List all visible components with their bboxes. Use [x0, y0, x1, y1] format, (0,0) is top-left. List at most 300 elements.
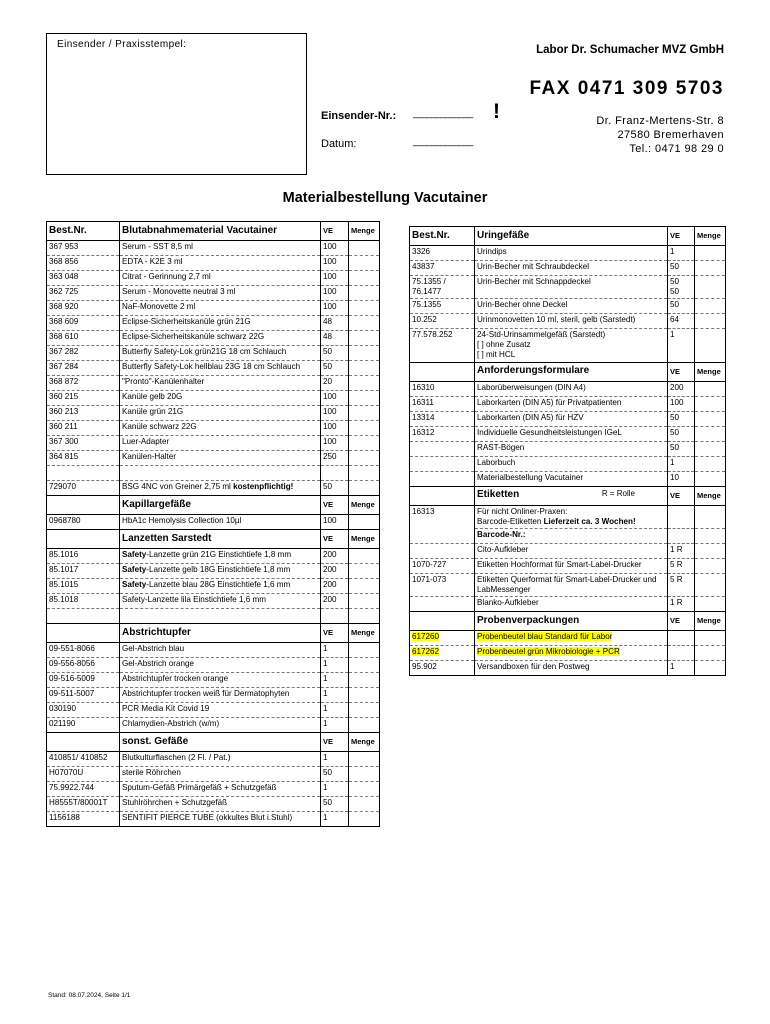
section-header [47, 624, 380, 643]
item-menge-field[interactable] [695, 471, 726, 486]
item-menge-field[interactable] [349, 673, 380, 688]
item-name: Stuhlröhrchen + Schutzgefäß [120, 797, 321, 812]
item-name: BSG 4NC von Greiner 2,75 ml kostenpflichtig! [120, 481, 321, 496]
item-name: Laborkarten (DIN A5) für HZV [475, 411, 668, 426]
item-menge-field[interactable] [349, 688, 380, 703]
item-ve: 1 [668, 660, 695, 675]
item-ve: 100 [321, 391, 349, 406]
item-menge-field[interactable] [695, 411, 726, 426]
table-row [47, 549, 380, 564]
item-name: Safety-Lanzette gelb 18G Einstichtiefe 1,8 mm [120, 564, 321, 579]
item-ve [668, 505, 695, 528]
item-ve: 200 [321, 579, 349, 594]
item-name: Etiketten Hochformat für Smart-Label-Drucker [475, 558, 668, 573]
section-header [410, 362, 726, 381]
item-ve: 10 [668, 471, 695, 486]
item-menge-field[interactable] [695, 261, 726, 276]
item-ve: 50 [321, 767, 349, 782]
footer-stand: Stand: 08.07.2024, Seite 1/1 [48, 992, 131, 999]
section-title [120, 733, 321, 752]
table-row [47, 564, 380, 579]
item-name: sterile Röhrchen [120, 767, 321, 782]
item-menge-field[interactable] [349, 346, 380, 361]
item-name: Gel-Abstrich orange [120, 658, 321, 673]
section-header [410, 611, 726, 630]
item-number: H07070U [47, 767, 120, 782]
section-title [120, 222, 321, 241]
col-header-menge: Menge [349, 222, 380, 241]
section-title-text: Probenverpackungen [477, 614, 580, 626]
item-ve: 250 [321, 451, 349, 466]
item-number: 360 215 [47, 391, 120, 406]
item-name: PCR Media Kit Covid 19 [120, 703, 321, 718]
item-menge-field[interactable] [349, 256, 380, 271]
item-ve: 100 [321, 241, 349, 256]
table-row [47, 752, 380, 767]
item-number: 85.1015 [47, 579, 120, 594]
item-ve: 1 R [668, 596, 695, 611]
table-row [47, 451, 380, 466]
item-number: 16313 [410, 505, 475, 543]
section-title-text: Etiketten [477, 489, 520, 501]
item-menge-field[interactable] [349, 643, 380, 658]
table-row [410, 660, 726, 675]
table-row [47, 688, 380, 703]
section-title-text: Lanzetten Sarstedt [122, 532, 212, 544]
item-menge-field[interactable] [349, 564, 380, 579]
item-name: Serum - Monovette neutral 3 ml [120, 286, 321, 301]
item-name: Für nicht Onliner-Praxen: Barcode-Etiketten Lieferzeit ca. 3 Wochen! [475, 505, 668, 528]
item-menge-field[interactable] [695, 645, 726, 660]
item-number: 617260 [410, 630, 475, 645]
sender-stamp-label: Einsender / Praxisstempel: [57, 39, 187, 50]
empty-cell [321, 609, 349, 624]
item-menge-field[interactable] [349, 316, 380, 331]
item-menge-field[interactable] [349, 286, 380, 301]
item-name: Safety-Lanzette grün 21G Einstichtiefe 1,8 mm [120, 549, 321, 564]
table-row [47, 376, 380, 391]
item-name: Kanüle grün 21G [120, 406, 321, 421]
item-menge-field[interactable] [349, 767, 380, 782]
item-number: 09-511-5007 [47, 688, 120, 703]
item-ve: 200 [321, 549, 349, 564]
col-header-nr [410, 486, 475, 505]
table-row [47, 594, 380, 609]
item-name: HbA1c Hemolysis Collection 10µl [120, 515, 321, 530]
item-ve: 100 [321, 515, 349, 530]
table-row [410, 441, 726, 456]
item-number: 367 282 [47, 346, 120, 361]
item-number [410, 543, 475, 558]
table-row [410, 558, 726, 573]
item-menge-field[interactable] [695, 329, 726, 362]
table-row [47, 658, 380, 673]
item-ve: 50 [668, 299, 695, 314]
item-menge-field[interactable] [349, 812, 380, 827]
empty-cell [47, 609, 120, 624]
item-number: H8555T/80001T [47, 797, 120, 812]
datum-field[interactable]: _____________ [413, 136, 473, 147]
item-number [410, 471, 475, 486]
item-ve: 1 [321, 658, 349, 673]
empty-row [47, 466, 380, 481]
item-menge-field[interactable] [349, 406, 380, 421]
item-name: Butterfly Safety-Lok hellblau 23G 18 cm Schlauch [120, 361, 321, 376]
item-number: 367 953 [47, 241, 120, 256]
table-row [410, 261, 726, 276]
table-row [410, 276, 726, 299]
item-name: Laborkarten (DIN A5) für Privatpatienten [475, 396, 668, 411]
section-header [410, 227, 726, 246]
item-name: Abstrichtupfer trocken weiß für Dermatophyten [120, 688, 321, 703]
table-row [410, 645, 726, 660]
table-row [47, 256, 380, 271]
datum-label: Datum: [321, 138, 357, 150]
item-menge-field[interactable] [349, 421, 380, 436]
table-row [410, 505, 726, 528]
item-ve: 48 [321, 316, 349, 331]
item-menge-field[interactable] [349, 331, 380, 346]
item-number: 362 725 [47, 286, 120, 301]
col-header-nr [47, 496, 120, 515]
item-name: NaF-Monovette 2 ml [120, 301, 321, 316]
item-number: 368 856 [47, 256, 120, 271]
section-note: R = Rolle [601, 489, 635, 499]
section-title-text: Uringefäße [477, 229, 530, 241]
table-row [47, 782, 380, 797]
item-menge-field[interactable] [695, 660, 726, 675]
col-header-ve: VE [668, 227, 695, 246]
item-menge-field[interactable] [349, 361, 380, 376]
table-row [47, 391, 380, 406]
section-title-text: Blutabnahmematerial Vacutainer [122, 224, 278, 236]
item-name: Versandboxen für den Postweg [475, 660, 668, 675]
col-header-ve: VE [668, 611, 695, 630]
empty-cell [120, 466, 321, 481]
item-ve: 1 [321, 703, 349, 718]
item-name: Urin-Becher mit Schraubdeckel [475, 261, 668, 276]
item-ve: 5 R [668, 573, 695, 596]
section-title [475, 227, 668, 246]
col-header-menge: Menge [349, 624, 380, 643]
item-name: Probenbeutel grün Mikrobiologie + PCR [475, 645, 668, 660]
table-row [410, 299, 726, 314]
item-name: Kanüle gelb 20G [120, 391, 321, 406]
item-number: 367 284 [47, 361, 120, 376]
item-ve: 100 [668, 396, 695, 411]
einsender-required-mark: ! [493, 100, 500, 123]
table-row [47, 673, 380, 688]
section-title [475, 362, 668, 381]
einsender-field[interactable]: _____________ [413, 108, 473, 119]
item-number: 1070-727 [410, 558, 475, 573]
item-number: 368 920 [47, 301, 120, 316]
right-order-table [409, 226, 726, 676]
item-number: 75.9922.744 [47, 782, 120, 797]
item-ve: 1 R [668, 543, 695, 558]
item-menge-field[interactable] [349, 515, 380, 530]
item-menge-field[interactable] [695, 246, 726, 261]
table-row [410, 381, 726, 396]
item-menge-field[interactable] [349, 703, 380, 718]
col-header-nr: Best.Nr. [410, 227, 475, 246]
item-ve: 50 [668, 411, 695, 426]
item-menge-field[interactable] [695, 396, 726, 411]
col-header-menge: Menge [349, 530, 380, 549]
item-ve: 1 [321, 643, 349, 658]
item-menge-field[interactable] [695, 276, 726, 299]
item-ve [668, 645, 695, 660]
item-name: Cito-Aufkleber [475, 543, 668, 558]
item-menge-field[interactable] [349, 301, 380, 316]
item-name: Eclipse-Sicherheitskanüle schwarz 22G [120, 331, 321, 346]
item-ve: 50 [321, 797, 349, 812]
item-menge-field[interactable] [695, 381, 726, 396]
table-row [47, 241, 380, 256]
col-header-menge: Menge [695, 611, 726, 630]
item-menge-field[interactable] [349, 797, 380, 812]
table-row [47, 643, 380, 658]
table-row [47, 421, 380, 436]
item-menge-field[interactable] [349, 241, 380, 256]
item-menge-field[interactable] [349, 594, 380, 609]
item-ve: 50 50 [668, 276, 695, 299]
item-ve: 50 [668, 426, 695, 441]
item-number [410, 456, 475, 471]
item-number: 16310 [410, 381, 475, 396]
empty-cell [321, 466, 349, 481]
table-row [47, 579, 380, 594]
item-menge-field[interactable] [349, 579, 380, 594]
table-row [47, 767, 380, 782]
section-title [120, 530, 321, 549]
item-name: Chlamydien-Abstrich (w/m) [120, 718, 321, 733]
section-title [475, 486, 668, 505]
item-number: 16311 [410, 396, 475, 411]
item-ve: 50 [321, 346, 349, 361]
item-number: 617262 [410, 645, 475, 660]
empty-cell [120, 609, 321, 624]
item-name: Serum - SST 8,5 ml [120, 241, 321, 256]
empty-cell[interactable] [349, 466, 380, 481]
table-row [47, 481, 380, 496]
item-name: Gel-Abstrich blau [120, 643, 321, 658]
item-name: Urinmonovetten 10 ml, steril, gelb (Sarstedt) [475, 314, 668, 329]
col-header-menge: Menge [695, 486, 726, 505]
item-name: "Pronto"-Kanülenhalter [120, 376, 321, 391]
section-title-text: Anforderungsformulare [477, 365, 590, 377]
item-ve: 1 [321, 673, 349, 688]
item-number: 410851/ 410852 [47, 752, 120, 767]
table-row [47, 406, 380, 421]
table-row [410, 543, 726, 558]
item-menge-field[interactable] [349, 658, 380, 673]
item-name: 24-Std-Urinsammelgefäß (Sarstedt) [ ] ohne Zusatz [ ] mit HCL [475, 329, 668, 362]
item-ve: 100 [321, 286, 349, 301]
item-name: Kanüle schwarz 22G [120, 421, 321, 436]
item-name: Urin-Becher ohne Deckel [475, 299, 668, 314]
item-number: 09-516-5009 [47, 673, 120, 688]
item-number: 75.1355 / 76.1477 [410, 276, 475, 299]
col-header-menge: Menge [695, 227, 726, 246]
item-number: 368 609 [47, 316, 120, 331]
item-menge-field[interactable] [695, 528, 726, 543]
section-title [120, 624, 321, 643]
table-row [410, 456, 726, 471]
item-number: 10.252 [410, 314, 475, 329]
item-number: 85.1018 [47, 594, 120, 609]
item-ve: 100 [321, 421, 349, 436]
item-number: 360 213 [47, 406, 120, 421]
col-header-nr: Best.Nr. [47, 222, 120, 241]
table-row [410, 596, 726, 611]
item-number: 364 815 [47, 451, 120, 466]
item-menge-field[interactable] [349, 782, 380, 797]
item-menge-field[interactable] [349, 271, 380, 286]
item-menge-field[interactable] [349, 436, 380, 451]
item-menge-field[interactable] [349, 391, 380, 406]
item-number: 1071-073 [410, 573, 475, 596]
item-ve: 1 [321, 782, 349, 797]
item-number: 1156188 [47, 812, 120, 827]
item-menge-field[interactable] [695, 441, 726, 456]
item-menge-field[interactable] [695, 596, 726, 611]
item-number: 729070 [47, 481, 120, 496]
item-menge-field[interactable] [349, 481, 380, 496]
table-row [410, 471, 726, 486]
item-number: 0968780 [47, 515, 120, 530]
table-row [47, 346, 380, 361]
item-menge-field[interactable] [349, 549, 380, 564]
item-menge-field[interactable] [695, 505, 726, 528]
item-number [410, 441, 475, 456]
table-row [410, 246, 726, 261]
item-name: Abstrichtupfer trocken orange [120, 673, 321, 688]
item-number: 367 300 [47, 436, 120, 451]
item-menge-field[interactable] [695, 456, 726, 471]
item-menge-field[interactable] [349, 718, 380, 733]
item-ve: 100 [321, 436, 349, 451]
item-name: Blutkulturflaschen (2 Fl. / Pat.) [120, 752, 321, 767]
item-name: Luer-Adapter [120, 436, 321, 451]
table-row [47, 316, 380, 331]
item-ve: 64 [668, 314, 695, 329]
item-ve: 1 [321, 718, 349, 733]
item-number: 368 610 [47, 331, 120, 346]
item-menge-field[interactable] [695, 543, 726, 558]
table-row [410, 411, 726, 426]
sender-stamp-box[interactable] [46, 33, 307, 175]
item-name: Materialbestellung Vacutainer [475, 471, 668, 486]
item-menge-field[interactable] [349, 752, 380, 767]
item-number: 3326 [410, 246, 475, 261]
lab-city: 27580 Bremerhaven [617, 129, 724, 141]
col-header-menge: Menge [349, 496, 380, 515]
item-number: 021190 [47, 718, 120, 733]
col-header-nr [47, 624, 120, 643]
item-ve: 100 [321, 406, 349, 421]
item-number: 360 211 [47, 421, 120, 436]
item-ve: 1 [668, 329, 695, 362]
table-row [47, 515, 380, 530]
empty-row [47, 609, 380, 624]
item-name: Laborüberweisungen (DIN A4) [475, 381, 668, 396]
table-row [47, 436, 380, 451]
table-row [47, 718, 380, 733]
item-menge-field[interactable] [695, 630, 726, 645]
item-menge-field[interactable] [695, 558, 726, 573]
item-name: Individuelle Gesundheitsleistungen IGeL [475, 426, 668, 441]
item-menge-field[interactable] [695, 314, 726, 329]
item-name: SENTIFIT PIERCE TUBE (okkultes Blut i.Stuhl) [120, 812, 321, 827]
item-number: 85.1017 [47, 564, 120, 579]
item-ve: 1 [321, 688, 349, 703]
item-ve: 48 [321, 331, 349, 346]
item-number: 363 048 [47, 271, 120, 286]
item-ve: 100 [321, 256, 349, 271]
section-header [410, 486, 726, 505]
section-header [47, 496, 380, 515]
item-menge-field[interactable] [695, 573, 726, 596]
item-name: Probenbeutel blau Standard für Labor [475, 630, 668, 645]
col-header-ve: VE [321, 733, 349, 752]
item-number: 09-551-8066 [47, 643, 120, 658]
item-number: 030190 [47, 703, 120, 718]
col-header-nr [410, 362, 475, 381]
item-ve [668, 528, 695, 543]
section-header [47, 530, 380, 549]
item-menge-field[interactable] [349, 451, 380, 466]
item-ve: 50 [668, 261, 695, 276]
item-ve: 100 [321, 271, 349, 286]
col-header-nr [47, 530, 120, 549]
item-ve: 1 [321, 752, 349, 767]
table-row [410, 329, 726, 362]
barcode-label: Barcode-Nr.: [475, 528, 668, 543]
section-title-text: Abstrichtupfer [122, 626, 191, 638]
item-ve: 5 R [668, 558, 695, 573]
item-name: RAST-Bögen [475, 441, 668, 456]
table-row [47, 797, 380, 812]
item-name: EDTA - K2E 3 ml [120, 256, 321, 271]
section-title [475, 611, 668, 630]
section-header [47, 733, 380, 752]
lab-street: Dr. Franz-Mertens-Str. 8 [596, 115, 724, 127]
item-name: Urin-Becher mit Schnappdeckel [475, 276, 668, 299]
item-name: Kanülen-Halter [120, 451, 321, 466]
item-name: Safety-Lanzette lila Einstichtiefe 1,6 mm [120, 594, 321, 609]
lab-phone: Tel.: 0471 98 29 0 [629, 143, 724, 155]
lab-name: Labor Dr. Schumacher MVZ GmbH [536, 44, 724, 56]
item-menge-field[interactable] [695, 426, 726, 441]
left-order-table [46, 221, 380, 827]
col-header-ve: VE [668, 486, 695, 505]
item-menge-field[interactable] [695, 299, 726, 314]
item-menge-field[interactable] [349, 376, 380, 391]
table-row [47, 361, 380, 376]
item-number: 77.578.252 [410, 329, 475, 362]
col-header-ve: VE [321, 222, 349, 241]
empty-cell[interactable] [349, 609, 380, 624]
item-ve: 50 [321, 361, 349, 376]
table-row [47, 271, 380, 286]
table-row [47, 812, 380, 827]
section-header [47, 222, 380, 241]
item-name: Sputum-Gefäß Primärgefäß + Schutzgefäß [120, 782, 321, 797]
col-header-ve: VE [321, 496, 349, 515]
item-number: 16312 [410, 426, 475, 441]
table-row [47, 331, 380, 346]
